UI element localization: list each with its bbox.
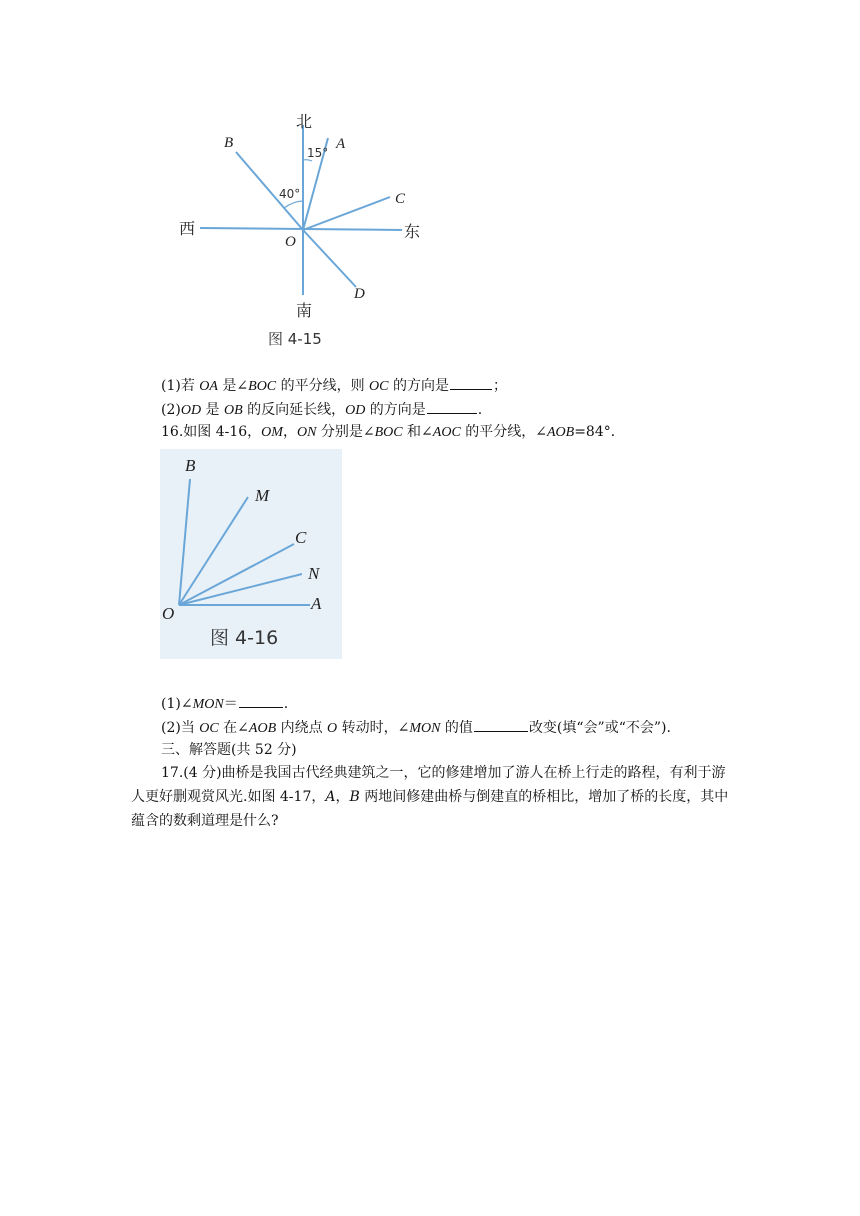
figure-caption: 图 4-16 [210, 627, 279, 649]
label-d: D [354, 286, 365, 302]
label-b: B [224, 135, 234, 151]
answer-blank[interactable] [239, 692, 283, 708]
label-o: O [285, 234, 296, 250]
label-m: M [255, 486, 270, 505]
q15-part2: (2)OD 是 OB 的反向延长线，OD 的方向是 . [161, 398, 482, 421]
figure-4-15-diagram [170, 100, 450, 355]
label-n: N [308, 564, 320, 583]
label-a: A [311, 594, 322, 613]
q16-part1: (1)∠MON＝ . [161, 692, 288, 715]
figure-caption: 图 4-15 [268, 330, 322, 348]
q16-part2: (2)当 OC 在∠AOB 内绕点 O 转动时，∠MON 的值 改变(填“会”或“不会”). [161, 716, 671, 739]
label-b: B [185, 456, 196, 475]
label-c: C [395, 191, 406, 207]
east-label: 东 [404, 222, 421, 241]
west-label: 西 [179, 219, 196, 238]
answer-blank[interactable] [427, 398, 477, 414]
answer-blank[interactable] [450, 374, 492, 390]
south-label: 南 [296, 301, 313, 320]
ray-od [303, 230, 356, 287]
angle-15-label: 15° [307, 146, 329, 160]
angle-40-label: 40° [279, 187, 301, 201]
answer-blank[interactable] [474, 716, 528, 732]
label-a: A [336, 136, 346, 152]
figure-4-15 [170, 100, 450, 355]
label-o: O [162, 604, 175, 623]
q17-paragraph: 17.(4 分)曲桥是我国古代经典建筑之一，它的修建增加了游人在桥上行走的路程，有利于游人更好删观赏风光.如图 4-17，A，B 两地间修建曲桥与倒建直的桥相比，增加了桥的长度，其中蕴含的数剩道理是什么? [131, 765, 729, 829]
figure-4-16 [160, 449, 342, 659]
q16-stem: 16.如图 4-16，OM，ON 分别是∠BOC 和∠AOC 的平分线，∠AOB=84°． [161, 424, 625, 440]
north-label: 北 [296, 112, 313, 131]
q15-part1: (1)若 OA 是∠BOC 的平分线，则 OC 的方向是 ； [161, 374, 507, 397]
label-c: C [295, 528, 307, 547]
ray-oc [303, 197, 390, 230]
figure-4-16-diagram [160, 449, 342, 659]
angle-arc-40 [284, 201, 303, 208]
section-heading: 三、解答题(共 52 分) [161, 742, 297, 758]
